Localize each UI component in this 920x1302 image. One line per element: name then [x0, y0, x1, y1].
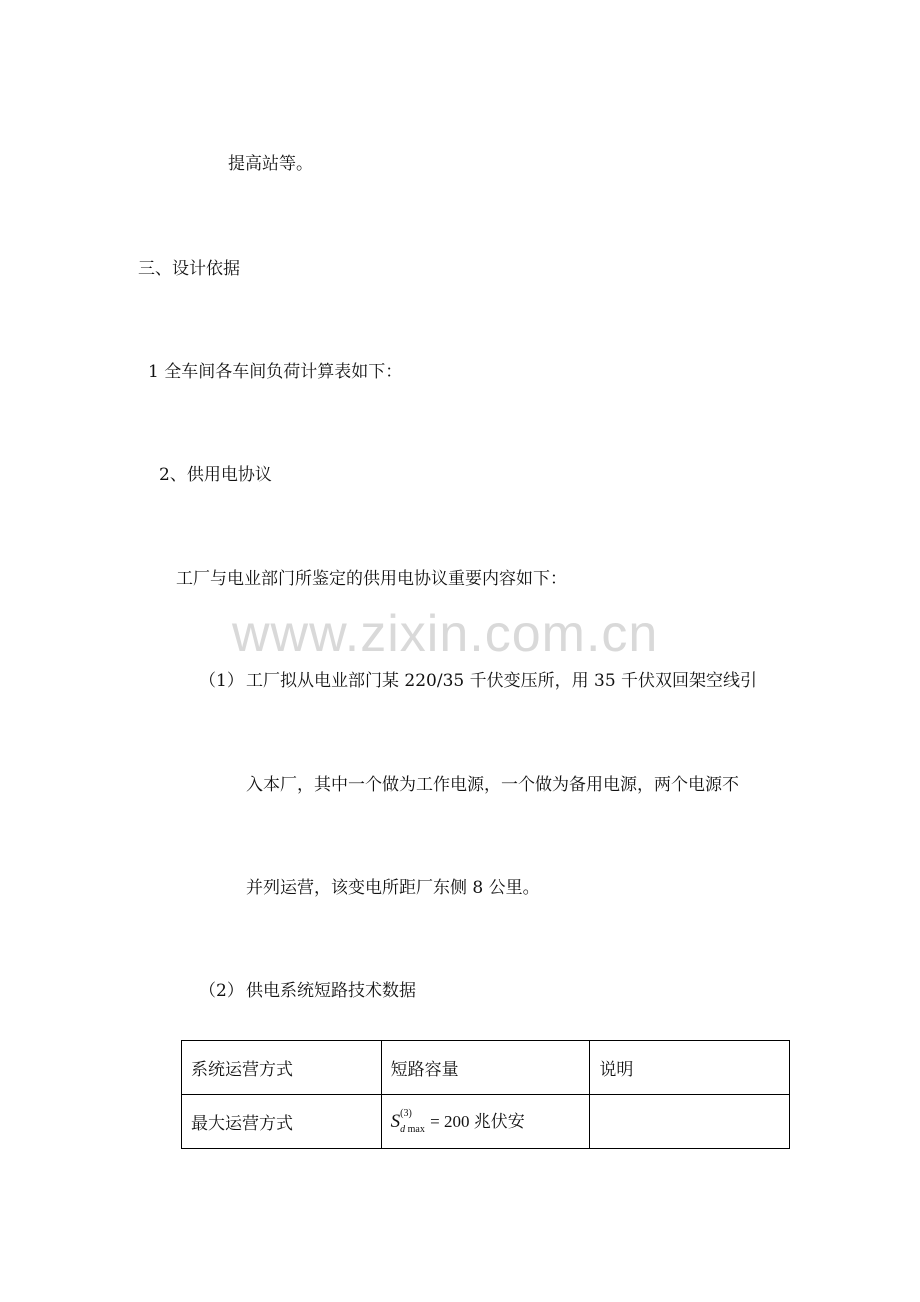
short-circuit-table — [181, 1040, 790, 1149]
section-heading-design-basis: 三、设计依据 — [138, 259, 240, 279]
header-operation-mode: 系统运营方式 — [182, 1041, 382, 1095]
item-1-load-table: 1 全车间各车间负荷计算表如下： — [148, 362, 403, 382]
item-2-text: 供电系统短路技术数据 — [246, 981, 416, 1001]
header-short-circuit-capacity: 短路容量 — [381, 1041, 590, 1095]
formula-superscript: (3) — [400, 1107, 412, 1119]
cell-notes — [590, 1095, 790, 1149]
item-1-text-line2: 入本厂，其中一个做为工作电源，一个做为备用电源，两个电源不 — [246, 775, 739, 795]
cell-short-circuit-capacity — [381, 1095, 590, 1149]
formula-subscript — [400, 1124, 425, 1135]
item-1-number: （1） — [199, 671, 244, 691]
table-row — [182, 1095, 790, 1149]
item-2-number: （2） — [199, 981, 244, 1001]
formula-value: = 200 兆伏安 — [430, 1112, 525, 1132]
formula-symbol: S — [390, 1111, 401, 1133]
agreement-intro: 工厂与电业部门所鉴定的供用电协议重要内容如下： — [176, 569, 567, 589]
watermark: www.zixin.com.cn — [232, 605, 659, 663]
continuation-text: 提高站等。 — [228, 154, 313, 174]
cell-operation-mode: 最大运营方式 — [182, 1095, 382, 1149]
item-1-text-line3: 并列运营，该变电所距厂东侧 8 公里。 — [246, 878, 540, 898]
capacity-formula — [390, 1107, 525, 1135]
formula-subscript-max: max — [407, 1123, 425, 1135]
formula-subscript-d: d — [400, 1123, 406, 1135]
header-notes: 说明 — [590, 1041, 790, 1095]
item-1-text-line1: 工厂拟从电业部门某 220/35 千伏变压所，用 35 千伏双回架空线引 — [246, 671, 758, 691]
formula-scripts — [400, 1107, 430, 1136]
table-header-row — [182, 1041, 790, 1095]
item-2-supply-agreement: 2、供用电协议 — [159, 465, 272, 485]
